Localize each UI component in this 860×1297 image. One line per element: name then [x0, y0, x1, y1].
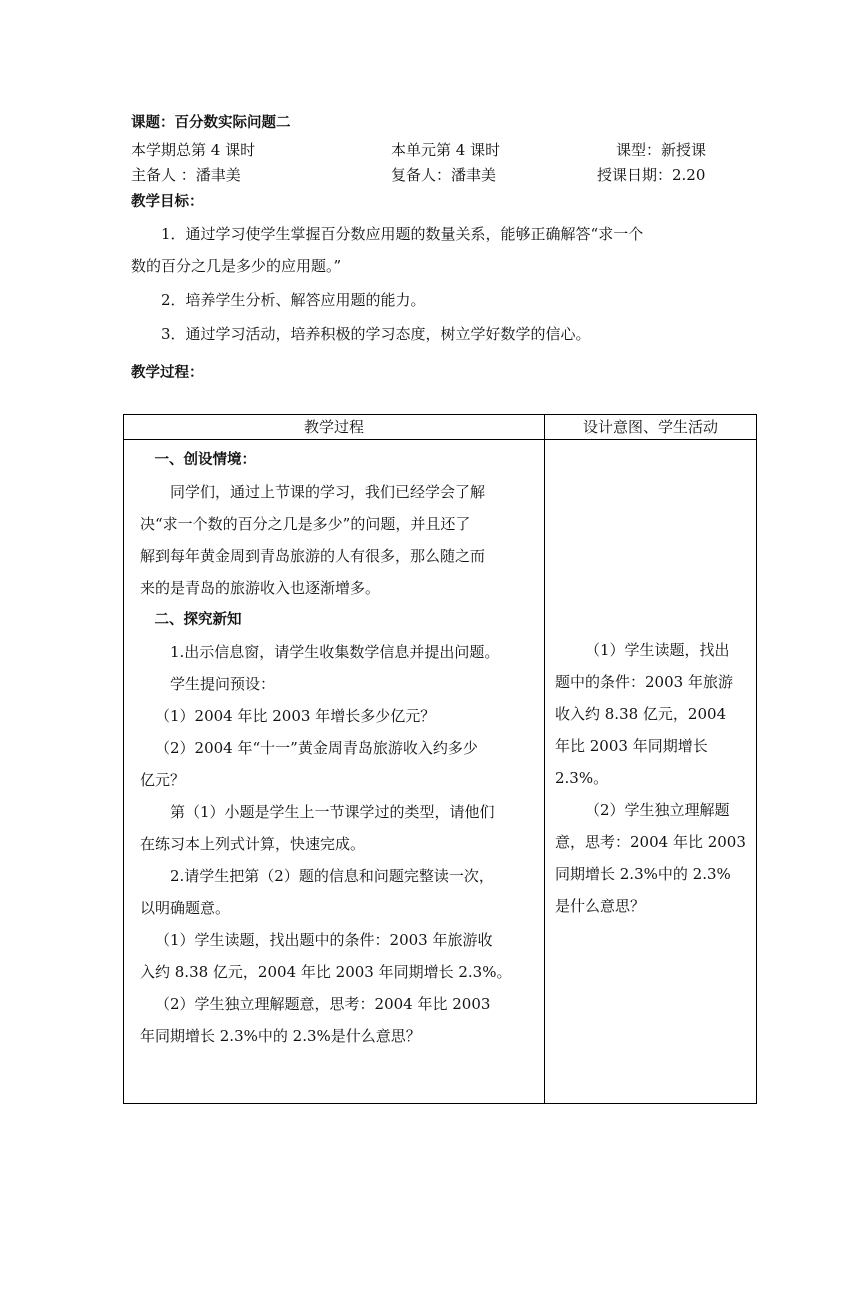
intent-line: 收入约 8.38 亿元，2004 — [555, 705, 727, 723]
process-line: 来的是青岛的旅游收入也逐渐增多。 — [140, 579, 381, 597]
column-header-process: 教学过程 — [124, 415, 545, 440]
process-line: 入约 8.38 亿元，2004 年比 2003 年同期增长 2.3%。 — [140, 963, 512, 981]
semester-lesson-count: 本学期总第 4 课时 — [131, 141, 256, 159]
process-line: 第（1）小题是学生上一节课学过的类型，请他们 — [170, 803, 495, 821]
lesson-date: 授课日期：2.20 — [597, 166, 706, 184]
process-line: 亿元？ — [140, 771, 186, 789]
intent-line: 同期增长 2.3%中的 2.3% — [555, 865, 731, 883]
process-line: 以明确题意。 — [140, 899, 231, 917]
intent-line: 是什么意思？ — [555, 897, 646, 915]
process-line: 二、探究新知 — [154, 612, 242, 628]
process-line: 解到每年黄金周到青岛旅游的人有很多，那么随之而 — [140, 547, 486, 565]
objective-1-line-2: 数的百分之几是多少的应用题。” — [131, 257, 342, 275]
co-preparer: 复备人：潘聿美 — [391, 166, 497, 184]
intent-line: （1）学生读题，找出 — [585, 641, 730, 659]
intent-line: 年比 2003 年同期增长 — [555, 737, 708, 755]
process-line: 1.出示信息窗，请学生收集数学信息并提出问题。 — [170, 643, 500, 661]
column-header-intent: 设计意图、学生活动 — [545, 415, 757, 440]
process-line: 在练习本上列式计算，快速完成。 — [140, 835, 366, 853]
unit-lesson-count: 本单元第 4 课时 — [391, 141, 501, 159]
table-header-row — [124, 415, 757, 440]
lesson-process-table — [123, 414, 757, 1104]
process-line: 一、创设情境： — [154, 452, 256, 468]
process-line: 同学们，通过上节课的学习，我们已经学会了解 — [170, 483, 486, 501]
intent-line: （2）学生独立理解题 — [585, 801, 730, 819]
table-body-row — [124, 440, 757, 1104]
objective-1-line-1: 1．通过学习使学生掌握百分数应用题的数量关系，能够正确解答“求一个 — [161, 225, 644, 243]
objectives-title: 教学目标： — [131, 194, 204, 210]
lesson-topic: 课题：百分数实际问题二 — [131, 115, 291, 131]
process-line: 2.请学生把第（2）题的信息和问题完整读一次， — [170, 867, 494, 885]
lesson-type: 课型：新授课 — [616, 141, 707, 159]
objective-3: 3．通过学习活动，培养积极的学习态度，树立学好数学的信心。 — [161, 325, 591, 343]
intent-cell — [545, 440, 757, 1104]
intent-line: 题中的条件：2003 年旅游 — [555, 673, 733, 691]
process-title: 教学过程： — [131, 365, 204, 381]
objective-2: 2．培养学生分析、解答应用题的能力。 — [161, 291, 426, 309]
process-line: （2）学生独立理解题意，思考：2004 年比 2003 — [155, 995, 491, 1013]
intent-line: 2.3%。 — [555, 769, 609, 787]
process-line: （1）学生读题，找出题中的条件：2003 年旅游收 — [155, 931, 493, 949]
main-preparer: 主备人 ：潘聿美 — [131, 166, 241, 184]
process-line: （1）2004 年比 2003 年增长多少亿元？ — [155, 707, 436, 725]
process-line: 年同期增长 2.3%中的 2.3%是什么意思？ — [140, 1027, 421, 1045]
process-line: 决“求一个数的百分之几是多少”的问题，并且还了 — [140, 515, 471, 533]
intent-line: 意，思考：2004 年比 2003 — [555, 833, 746, 851]
process-line: （2）2004 年“十一”黄金周青岛旅游收入约多少 — [155, 739, 478, 757]
process-line: 学生提问预设： — [170, 675, 276, 693]
process-cell — [124, 440, 545, 1104]
